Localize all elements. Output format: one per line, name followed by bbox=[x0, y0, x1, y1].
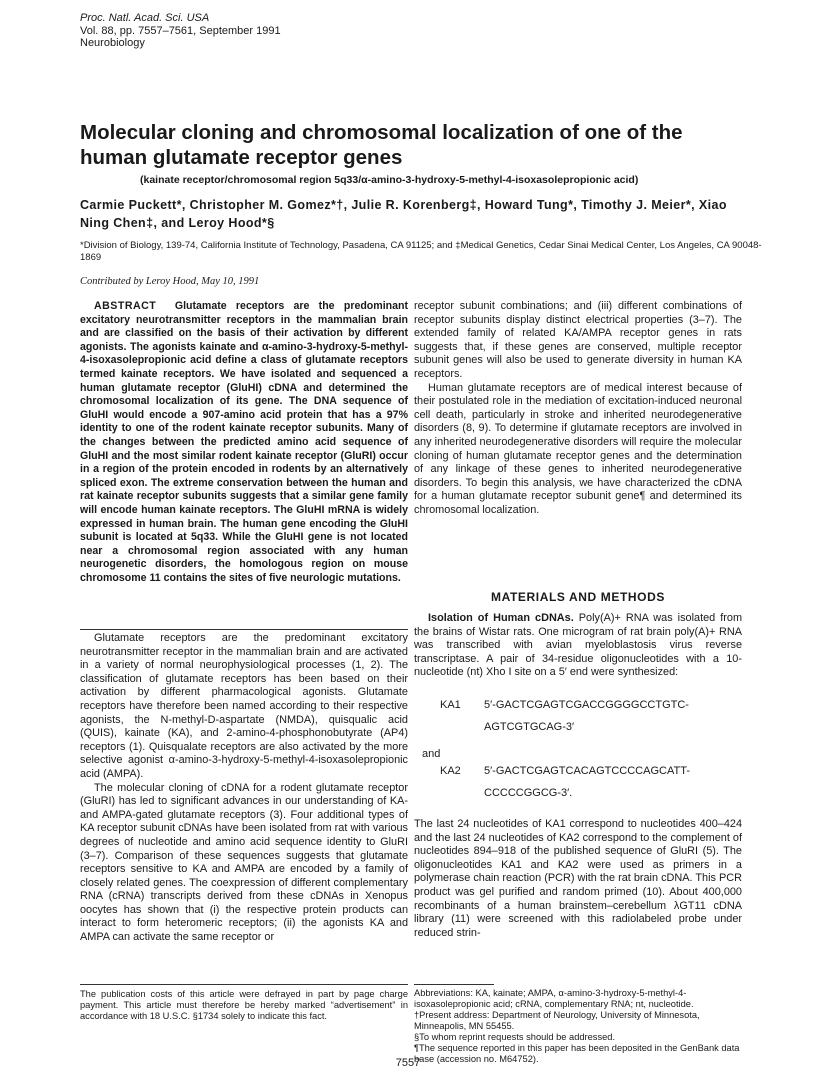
isolation-paragraph bbox=[414, 612, 742, 680]
footnote-section: §To whom reprint requests should be addressed. bbox=[414, 1032, 616, 1042]
author-list: Carmie Puckett*, Christopher M. Gomez*†, Julie R. Korenberg‡, Howard Tung*, Timothy J. Meier*, Xiao Ning Chen‡, and Leroy Hood*§ bbox=[80, 198, 727, 230]
ka2-seq-line1: 5′-GACTCGAGTCACAGTCCCCAGCATT- bbox=[484, 765, 690, 777]
keywords: (kainate receptor/chromosomal region 5q33/α-amino-3-hydroxy-5-methyl-4-isoxasolepropionic acid) bbox=[140, 174, 639, 186]
journal-name: Proc. Natl. Acad. Sci. USA bbox=[80, 12, 210, 24]
ka1-seq-line1: 5′-GACTCGAGTCGACCGGGGCCTGTC- bbox=[484, 699, 689, 711]
journal-section: Neurobiology bbox=[80, 37, 145, 49]
ka2-label: KA2 bbox=[440, 765, 461, 777]
isolation-text: Poly(A)+ RNA was isolated from the brains of Wistar rats. One microgram of rat brain poly(A)+ RNA was transcribed with avian myeloblastosis virus reverse transcriptase. A pair of 34-residue oligonucleotides with a 10-nucleotide (nt) Xho I site on a 5′ end were synthesized: bbox=[414, 612, 743, 679]
isolation-heading: Isolation of Human cDNAs. bbox=[428, 612, 574, 624]
abstract-text: Glutamate receptors are the predominant excitatory neurotransmitter receptors in the mammalian brain and are classified on the basis of their activation by different agonists. The agonists kainate and α-amino-3-hydroxy-5-methyl-4-isoxasolepropionic acid define a class of glutamate receptors termed kainate receptors. We have isolated and sequenced a human glutamate receptor (GluHI) cDNA and determined the chromosomal localization of its gene. The DNA sequence of GluHI would encode a 907-amino acid protein that has a 97% identity to one of the rodent kainate receptor subunits. Many of the changes between the predicted amino acid sequence of GluHI and the most similar rodent kainate receptor (GluRI) occur in a region of the protein encoded in rodents by an alternatively spliced exon. The extreme conservation between the human and rat kainate receptor subunits suggests that a similar gene family will encode human kainate receptors. The GluHI mRNA is widely expressed in human brain. The human gene encoding the GluHI subunit is located at 5q33. While the GluHI gene is not located near a chromosomal region associated with any human neurogenetic disorders, the homologous region on mouse chromosome 11 contains the sites of five neurologic mutations. bbox=[80, 300, 409, 584]
ka1-seq-line2: AGTCGTGCAG-3′ bbox=[484, 721, 575, 733]
footnote-dagger: †Present address: Department of Neurology, University of Minnesota, Minneapolis, MN 55455. bbox=[414, 1010, 700, 1031]
methods-heading: MATERIALS AND METHODS bbox=[491, 590, 665, 604]
contributed-by: Contributed by Leroy Hood, May 10, 1991 bbox=[80, 276, 260, 287]
methods-paragraph-2: The last 24 nucleotides of KA1 correspond to nucleotides 400–424 and the last 24 nucleotides of KA2 correspond to the complement of nucleotides 894–918 of the published sequence of GluRI (5). The oligonucleotides KA1 and KA2 were used as primers in a polymerase chain reaction (PCR) with the rat brain cDNA. This PCR product was gel purified and random primed (10). About 400,000 recombinants of a human brainstem–cerebellum λGT11 cDNA library (11) were screened with this radiolabeled probe under reduced strin- bbox=[414, 818, 742, 939]
affiliations: *Division of Biology, 139-74, California Institute of Technology, Pasadena, CA 91125; and ‡Medical Genetics, Cedar Sinai Medical Center, Los Angeles, CA 90048-1869 bbox=[80, 240, 762, 263]
footnote-paragraph: ¶The sequence reported in this paper has been deposited in the GenBank data base (accession no. M64752). bbox=[414, 1043, 740, 1064]
right-column-intro bbox=[414, 300, 742, 518]
oligo-ka1 bbox=[440, 694, 689, 738]
ka2-seq-line2: CCCCCGGCG-3′. bbox=[484, 787, 573, 799]
page-number: 7557 bbox=[395, 1057, 421, 1069]
footnotes bbox=[414, 988, 744, 1065]
abstract-divider bbox=[80, 629, 408, 630]
right-paragraph-2: Human glutamate receptors are of medical interest because of their postulated role in the mediation of excitation-induced neuronal cell death, particularly in stroke and inherited neurodegenerative disorders (8, 9). To determine if glutamate receptors are involved in any inherited neurodegenerative disorders will require the molecular cloning of human glutamate receptor genes and the determination of any linkage of these genes to inherited neurodegenerative disorders. To begin this analysis, we have characterized the cDNA for a human glutamate receptor subunit gene¶ and determined its chromosomal localization. bbox=[414, 381, 742, 516]
and-connector: and bbox=[422, 748, 441, 760]
publication-notice: The publication costs of this article were defrayed in part by page charge payment. This article must therefore be hereby marked “advertisement” in accordance with 18 U.S.C. §1734 solely to indicate this fact. bbox=[80, 984, 408, 1022]
article-title: Molecular cloning and chromosomal localization of one of the human glutamate receptor genes bbox=[80, 121, 683, 169]
abstract bbox=[80, 300, 408, 585]
abstract-heading: ABSTRACT bbox=[94, 300, 157, 312]
introduction bbox=[80, 632, 408, 945]
oligo-ka2 bbox=[440, 760, 690, 804]
journal-volume: Vol. 88, pp. 7557–7561, September 1991 bbox=[80, 24, 281, 37]
intro-paragraph-2: The molecular cloning of cDNA for a rodent glutamate receptor (GluRI) has led to significant advances in our understanding of KA- and AMPA-gated glutamate receptors (3). Four additional types of KA receptor subunit cDNAs have been isolated from rat with various degrees of nucleotide and amino acid sequence identity to GluRI (3–7). Comparison of these sequences suggests that glutamate receptors sensitive to KA and AMPA are encoded by a family of closely related genes. The coexpression of different complementary RNA (cRNA) transcripts derived from these cDNAs in Xenopus oocytes has shown that (i) the respective protein products can interact to form heteromeric receptors; (ii) the agonists KA and AMPA can activate the same receptor or bbox=[80, 781, 408, 944]
ka1-label: KA1 bbox=[440, 699, 461, 711]
intro-paragraph-1: Glutamate receptors are the predominant excitatory neurotransmitter receptor in the mammalian brain and are activated in a variety of normal neurophysiological processes (1, 2). The classification of glutamate receptors has been based on their activation by different pharmacological agonists. Glutamate receptors have therefore been named according to their respective agonists, the N-methyl-D-aspartate (NMDA), quisqualic acid (QUIS), kainate (KA), and 2-amino-4-phosphonobutyrate (AP4) receptors (1). Quisqualate receptors are also activated by the more selective agonist α-amino-3-hydroxy-5-methyl-4-isoxasolepropionic acid (AMPA). bbox=[80, 632, 408, 780]
right-paragraph-1: receptor subunit combinations; and (iii) different combinations of receptor subunits display distinct electrical properties (3–7). The extended family of related KA/AMPA receptor genes in rats suggests that, if these genes are conserved, multiple receptor subunit genes will also be used to generate diversity in human KA receptors. bbox=[414, 300, 742, 380]
footnote-abbreviations: Abbreviations: KA, kainate; AMPA, α-amino-3-hydroxy-5-methyl-4-isoxasolepropionic acid; cRNA, complementary RNA; nt, nucleotide. bbox=[414, 988, 694, 1009]
journal-header bbox=[80, 12, 480, 50]
footnote-rule bbox=[414, 984, 494, 985]
